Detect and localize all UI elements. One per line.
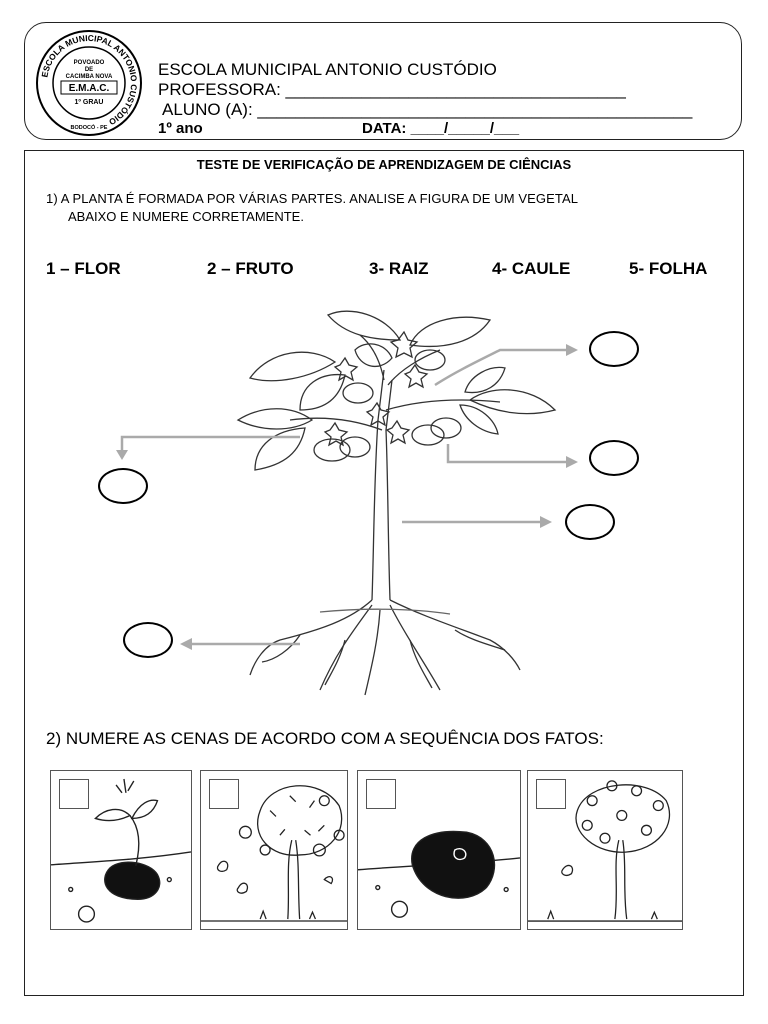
scene-seed	[357, 770, 521, 930]
part-label-fruto: 2 – FRUTO	[207, 259, 294, 278]
question-1-text-cont: ABAIXO E NUMERE CORRETAMENTE.	[68, 209, 304, 224]
seal-line2: DE	[84, 67, 94, 73]
scene-1-number-box[interactable]	[59, 779, 89, 809]
date-field[interactable]: DATA: ____/_____/___	[362, 120, 520, 137]
seal-abbr: E.M.A.C.	[68, 83, 110, 94]
scene-3-number-box[interactable]	[366, 779, 396, 809]
answer-circle-lower-right[interactable]	[565, 504, 615, 540]
part-label-caule: 4- CAULE	[492, 259, 571, 278]
answer-circle-top-right[interactable]	[589, 331, 639, 367]
school-seal	[34, 28, 144, 138]
question-1-text: 1) A PLANTA É FORMADA POR VÁRIAS PARTES. ANALISE A FIGURA DE UM VEGETAL	[46, 191, 579, 206]
part-label-folha: 5- FOLHA	[629, 259, 708, 278]
school-name: ESCOLA MUNICIPAL ANTONIO CUSTÓDIO	[158, 60, 497, 79]
seal-ring-text: ESCOLA MUNICIPAL ANTONIO CUSTÓDIO	[39, 32, 140, 128]
scene-2-number-box[interactable]	[209, 779, 239, 809]
answer-circle-middle-right[interactable]	[589, 440, 639, 476]
scene-flowering-tree	[527, 770, 683, 930]
seal-line3: CACIMBA NOVA	[65, 74, 113, 80]
part-label-flor: 1 – FLOR	[46, 259, 121, 278]
answer-circle-left[interactable]	[98, 468, 148, 504]
part-label-raiz: 3- RAIZ	[369, 259, 429, 278]
seal-line1: POVOADO	[73, 60, 105, 66]
scene-sprouting-seed	[50, 770, 192, 930]
teacher-field[interactable]: PROFESSORA: ____________________________________	[158, 80, 626, 99]
scene-4-number-box[interactable]	[536, 779, 566, 809]
scene-fruit-tree	[200, 770, 348, 930]
answer-circle-bottom-left[interactable]	[123, 622, 173, 658]
seal-grade: 1º GRAU	[74, 99, 104, 106]
question-2-text: 2) NUMERE AS CENAS DE ACORDO COM A SEQUÊNCIA DOS FATOS:	[46, 729, 604, 748]
test-title: TESTE DE VERIFICAÇÃO DE APRENDIZAGEM DE CIÊNCIAS	[196, 157, 572, 172]
student-field[interactable]: ALUNO (A): ______________________________________________	[162, 100, 693, 119]
grade-year: 1º ano	[158, 120, 203, 137]
seal-city: BODOCÓ - PE	[70, 125, 108, 131]
